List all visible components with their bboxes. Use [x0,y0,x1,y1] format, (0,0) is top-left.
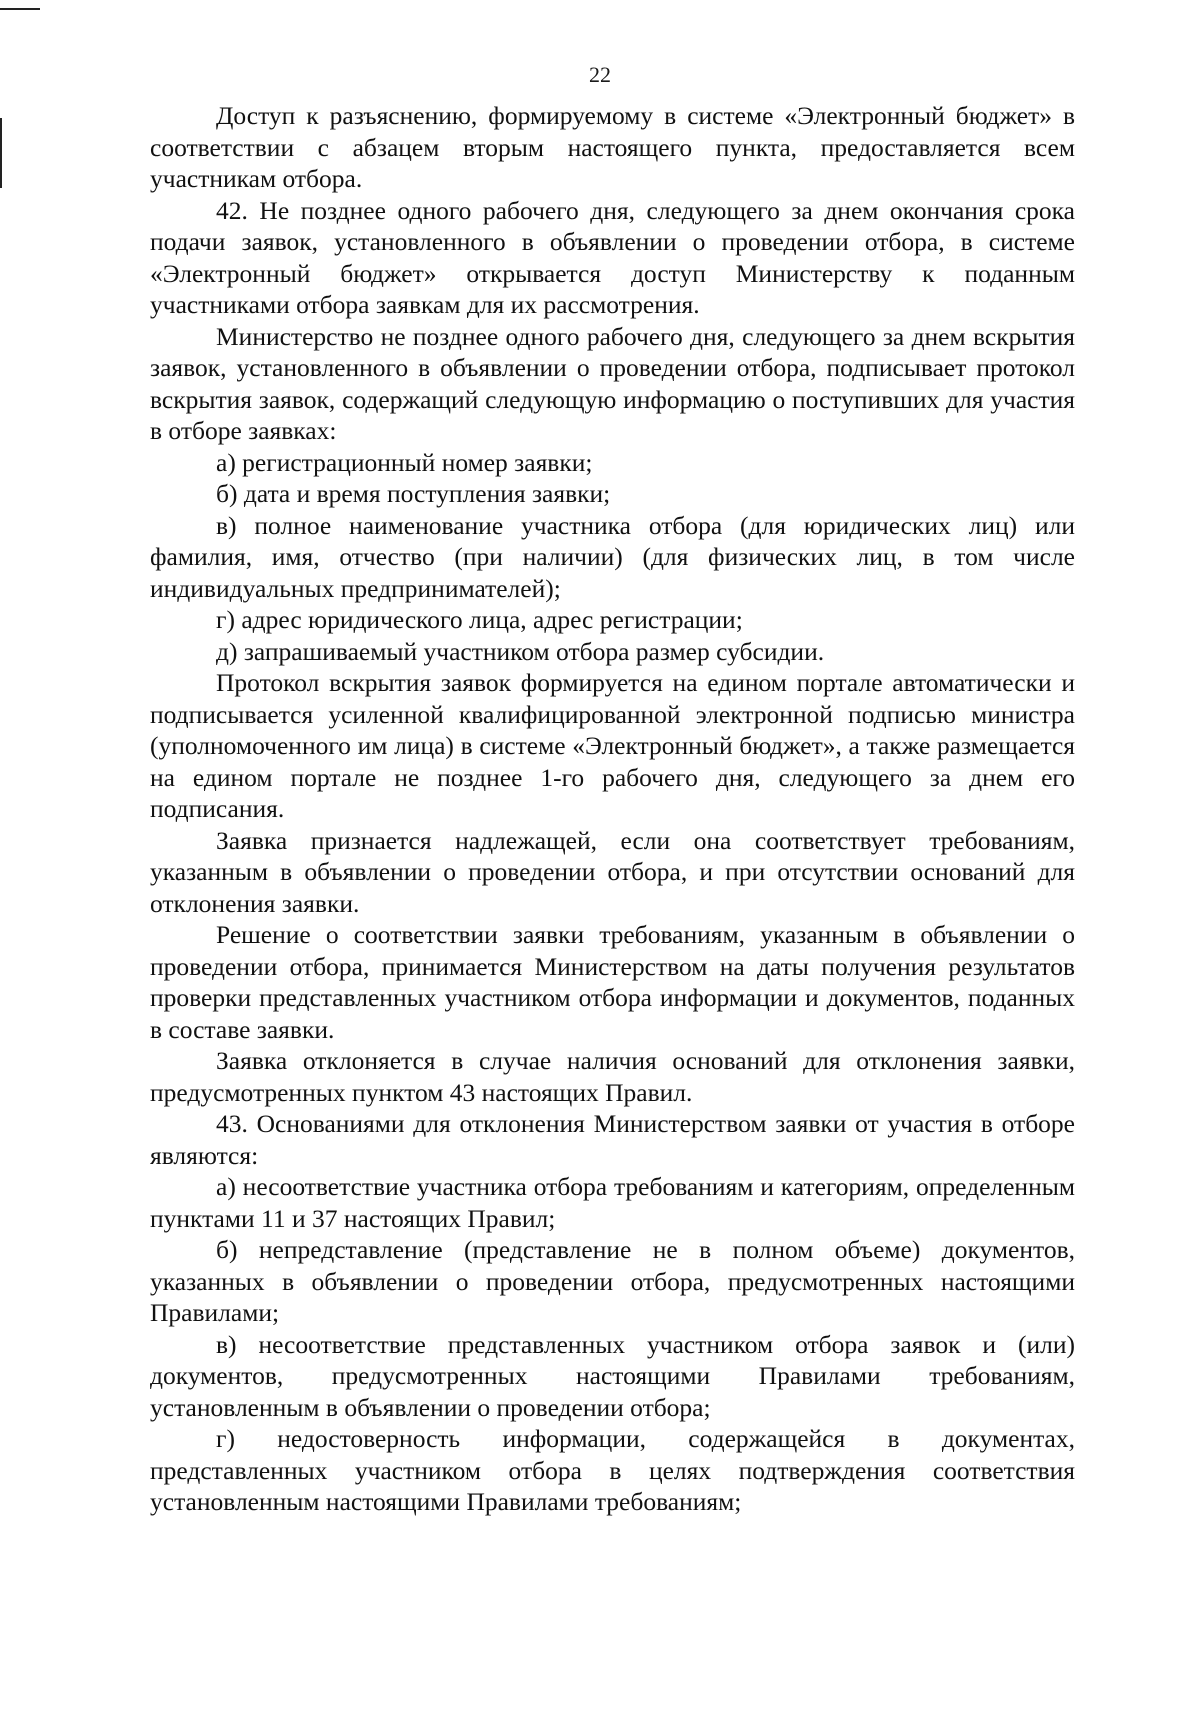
list-item-b-date-time: б) дата и время поступления заявки; [216,479,611,508]
scan-edge-mark-left [0,118,2,188]
paragraph-access-clarification: Доступ к разъяснению, формируемому в системе «Электронный бюджет» в соответствии с абзацем вторым настоящего пункта, предоставляется всем участникам отбора. [150,101,1075,193]
paragraph-application-proper: Заявка признается надлежащей, если она соответствует требованиям, указанным в объявлении о проведении отбора, и при отсутствии оснований для отклонения заявки. [150,825,1075,918]
scan-edge-mark-top [0,8,40,10]
paragraph-43: 43. Основаниями для отклонения Министерством заявки от участия в отборе являются: [150,1109,1075,1170]
paragraph-protocol-formation: Протокол вскрытия заявок формируется на едином портале автоматически и подписывается усиленной квалифицированной электронной подписью министра (уполномоченного им лица) в системе «Электронный бюджет», а также размещается на едином портале не позднее 1-го рабочего дня, следующего за днем его подписания. [150,668,1075,823]
list-item-v-participant-name: в) полное наименование участника отбора (для юридических лиц) или фамилия, имя, отчество (при наличии) (для физических лиц, в том числе индивидуальных предпринимателей); [150,510,1075,603]
page-number: 22 [589,62,611,87]
list-item-a-nonconformity: а) несоответствие участника отбора требованиям и категориям, определенным пунктами 11 и 37 настоящих Правил; [150,1172,1075,1233]
list-item-g-address: г) адрес юридического лица, адрес регистрации; [216,605,743,634]
document-body [150,100,1075,1518]
paragraph-compliance-decision: Решение о соответствии заявки требованиям, указанным в объявлении о проведении отбора, принимается Министерством на даты получения результатов проверки представленных участником отбора информации и документов, поданных в составе заявки. [150,920,1075,1044]
list-item-d-subsidy-amount: д) запрашиваемый участником отбора размер субсидии. [216,636,825,666]
list-item-v-nonconformity-documents: в) несоответствие представленных участником отбора заявок и (или) документов, предусмотренных настоящими Правилами требованиям, установленным в объявлении о проведении отбора; [150,1329,1075,1422]
list-item-b-nonsubmission: б) непредставление (представление не в полном объеме) документов, указанных в объявлении о проведении отбора, предусмотренных настоящими Правилами; [150,1235,1075,1327]
paragraph-42: 42. Не позднее одного рабочего дня, следующего за днем окончания срока подачи заявок, установленного в объявлении о проведении отбора, в системе «Электронный бюджет» открывается доступ Министерству к поданным участниками отбора заявкам для их рассмотрения. [150,195,1075,319]
list-item-g-unreliable-information: г) недостоверность информации, содержащейся в документах, представленных участником отбора в целях подтверждения соответствия установленным настоящими Правилами требованиям; [150,1424,1075,1516]
paragraph-application-rejected: Заявка отклоняется в случае наличия оснований для отклонения заявки, предусмотренных пунктом 43 настоящих Правил. [150,1046,1075,1107]
list-item-a-registration-number: а) регистрационный номер заявки; [216,447,593,477]
paragraph-ministry-protocol: Министерство не позднее одного рабочего дня, следующего за днем вскрытия заявок, установленного в объявлении о проведении отбора, подписывает протокол вскрытия заявок, содержащий следующую информацию о поступивших для участия в отборе заявках: [150,321,1075,445]
